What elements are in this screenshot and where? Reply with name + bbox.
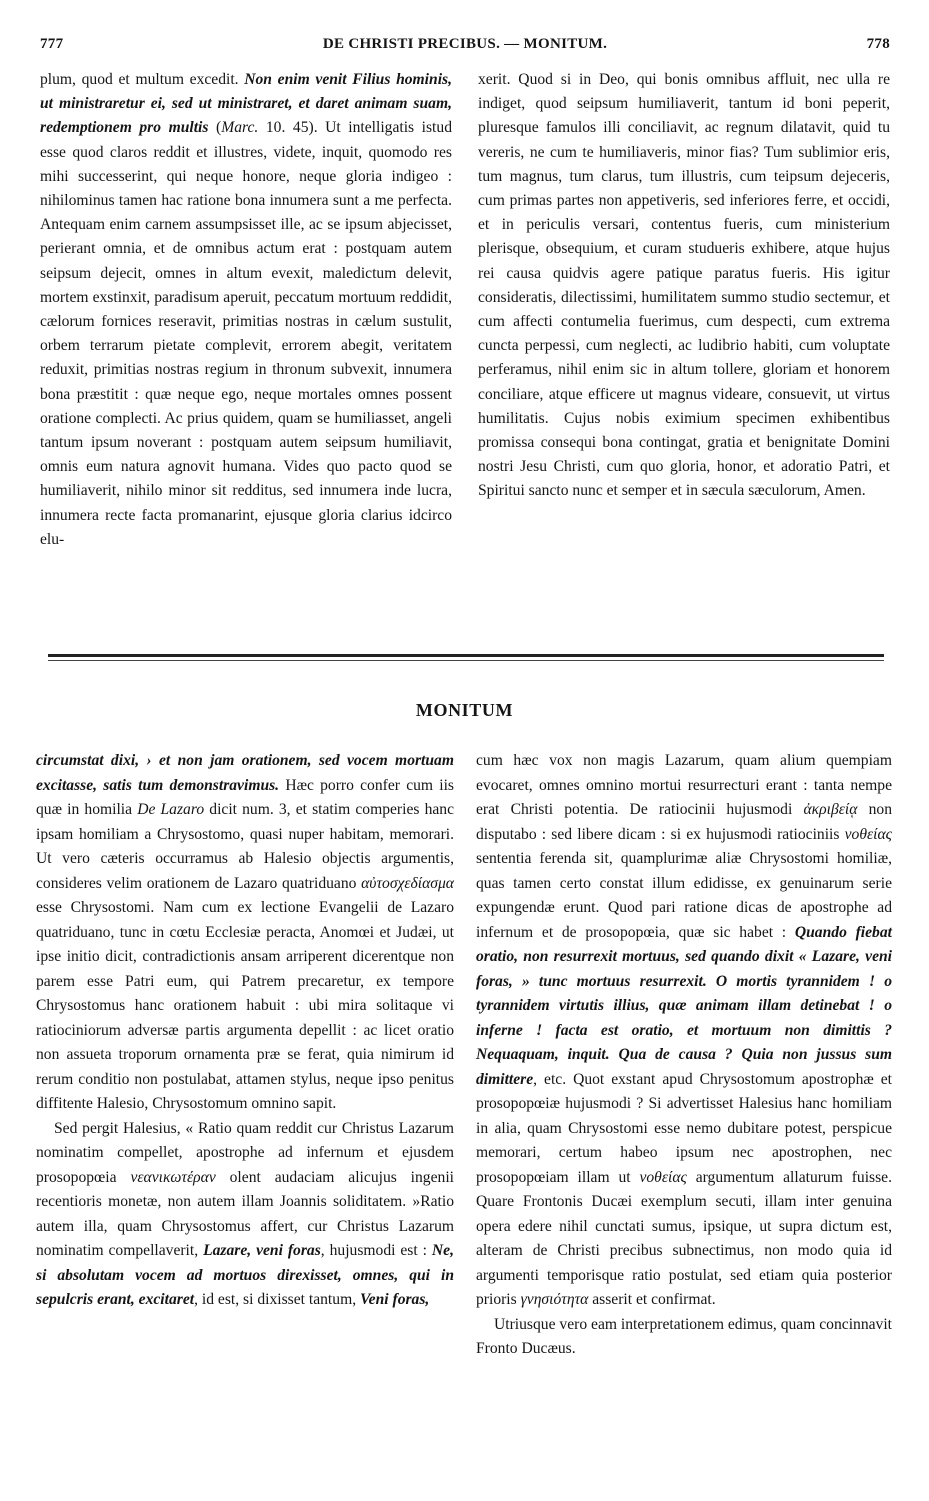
divider-thin-rule (48, 660, 884, 661)
top-right-column (478, 68, 890, 504)
scripture-quote: Non enim venit Filius hominis, ut ministraretur ei, sed ut ministraret, et daret animam suam, redemptionem pro multis (40, 71, 452, 137)
text-run: plum, quod et multum excedit. (40, 71, 245, 88)
quote: circumstat dixi, › et non jam orationem, sed vocem mortuam excitasse, satis tum demonstravimus. (36, 752, 454, 794)
paragraph: Utriusque vero eam interpretationem edimus, quam concinnavit Fronto Ducæus. (476, 1315, 892, 1357)
text-run: asserit et confirmat. (588, 1291, 716, 1308)
paragraph (36, 1117, 454, 1313)
text-run: sententia ferenda sit, quamplurimæ aliæ Chrysostomi homiliæ, quas tamen certo constat illum edidisse, ex genuinarum serie expungendæ erunt. Quod pari ratione dicas de apostrophe ad infernum et de prosopopœia, quæ sic habet : (476, 850, 892, 941)
text-run: Sed pergit Halesius, « Ratio quam reddit cur Christus Lazarum nominatim compellet, apostrophe ad infernum et ejusdem prosopopœia (36, 1119, 454, 1186)
citation: Marc. (221, 119, 259, 137)
text-run: , hujusmodi est : (320, 1242, 432, 1259)
text-run: argumentum allaturum fuisse. Quare Frontonis Ducæi exemplum secuti, illam inter genuina opera edere nihil cunctati sumus, ipsique, ut supra dictum est, alteram de Christi precibus subnectimus, non modo quia id argumenti temporisque ratio postulat, sed etiam quia posterior prioris (476, 1168, 893, 1308)
quote: Quando fiebat oratio, non resurrexit mortuus, sed quando dixit « Lazare, veni foras, » tunc mortuus resurrexit. O mortis tyrannidem ! o tyrannidem virtutis illius, quæ animam illam detinebat ! o inferne ! facta est oratio, et mortuum non dimittis ? Nequaquam, inquit. Qua de causa ? Quia non jussus sum dimittere (476, 923, 892, 1088)
bottom-left-column (36, 749, 454, 1313)
text-run: , etc. Quot exstant apud Chrysostomum apostrophæ et prosopopœiæ hujusmodi ? Si advertisset Halesius hanc homiliam in alia, quam Chrysostomi esse nemo dubitare potest, perspicue memorari, certum habeo ipsum nec apostrophen, nec prosopopœiam illam ut (476, 1070, 892, 1186)
text-run: ( (208, 119, 222, 137)
text-run: non disputabo : sed libere dicam : si ex hujusmodi ratiociniis (476, 801, 892, 843)
section-divider (48, 651, 884, 665)
bottom-right-column (476, 749, 892, 1362)
greek-term: νοθείας (844, 825, 892, 843)
greek-term: γνησιότητα (520, 1291, 589, 1308)
paragraph (36, 749, 454, 1117)
greek-term: νοθείας (639, 1168, 687, 1186)
greek-term: αὐτοσχεδίασμα (361, 874, 454, 892)
page-number-left: 777 (40, 36, 64, 52)
text-run: cum hæc vox non magis Lazarum, quam alium quempiam evocaret, omnes omnino mortui resurrecturi erant : tanta nempe erat Christi potentia. De ratiocinii hujusmodi (476, 752, 892, 818)
greek-term: ἀκριβείᾳ (803, 801, 858, 818)
text-run: dicit num. 3, et statim comperies hanc ipsam homiliam a Chrysostomo, quasi nuper habitam, memorari. Ut vero cæteris occurramus ab Halesio objectis argumentis, consideres velim orationem de Lazaro quatriduano (36, 801, 455, 892)
text-run: olent audaciam alicujus ingenii recentioris monetæ, non autem illam Joannis soliditatem. »Ratio autem illa, quam Chrysostomus affert, cur Christus Lazarum nominatim compellaverit, (36, 1168, 454, 1259)
quote: Ne, si absolutam vocem ad mortuos direxisset, omnes, qui in sepulcris erant, excitaret (36, 1242, 454, 1308)
paragraph (40, 68, 452, 552)
running-header (40, 36, 890, 58)
top-left-column (40, 68, 452, 552)
greek-term: νεανικωτέραν (130, 1168, 216, 1186)
work-title: De Lazaro (137, 801, 205, 818)
page-number-right: 778 (866, 36, 890, 52)
quote: Veni foras, (360, 1291, 430, 1308)
text-run: , id est, si dixisset tantum, (194, 1291, 360, 1308)
text-run: esse Chrysostomi. Nam cum ex lectione Evangelii de Lazaro quatriduano, tunc in cœtu Ecclesiæ peracta, Anomœi et Judæi, ut ipse initio dicit, contradictionis ansam arriperent dicerentque non parem esse Patri eum, qui Patrem precaretur, ex tempore Chrysostomus hanc orationem habuit : ubi mira solitaque vi ratiociniorum adversæ partis argumenta depellit : ac licet oratio non assueta troporum ornamenta præ se ferat, quia nimirum id rerum conditio non postulabat, attamen stylus, neque ipso penitus diffitente Halesio, Chrysostomum omnino sapit. (36, 899, 454, 1112)
divider-thick-rule (48, 654, 884, 657)
running-title: DE CHRISTI PRECIBUS. — MONITUM. (322, 36, 608, 52)
quote: Lazare, veni foras (203, 1242, 321, 1259)
section-title: MONITUM (415, 700, 514, 720)
paragraph: xerit. Quod si in Deo, qui bonis omnibus affluit, nec ulla re indiget, quod seipsum humiliaverit, tantum id boni peperit, pluresque famulos illi conciliavit, ac regnum dilatavit, quid tu vereris, ne cum te humiliaveris, minor fias? Tum sublimior eris, tum magnus, tum clarus, tum illustris, cum teipsum dejeceris, cum primas partes non appetiveris, sed inferiores ferre, et occidi, et in periculis versari, contentus fueris, cum ministerium plerisque, obsequium, et curam studueris exhibere, atque hujus rei causa quidvis agere patique paratus fueris. His igitur consideratis, dilectissimi, humilitatem summo studio sectemur, et cum affecti contumelia fuerimus, cum despecti, cum extrema cuncta perpessi, cum neglecti, ac ludibrio habiti, cum voluptate perferamus, nihil enim sic in altum tollere, gloriam et honorem conciliare, atque efficere ut magnus videare, consuevit, ut virtus humilitatis. Cujus nobis eximium specimen exhibentibus promissa consequi bona contingat, gratia et benignitate Domini nostri Jesu Christi, cum quo gloria, honor, et adoratio Patri, et Spiritui sancto nunc et semper et in sæcula sæculorum, Amen. (478, 71, 890, 500)
paragraph (476, 749, 892, 1313)
text-run: 10. 45). Ut intelligatis istud esse quod claros reddit et illustres, videte, inquit, quomodo res mihi successerint, qui neque honore, neque gloria indigeo : nihilominus tamen hac ratione bona innumera sunt a me perfecta. Antequam enim carnem assumpsisset ille, ac se ipsum abjecisset, perierant omnia, et de omnibus actum erat : postquam autem seipsum dejecit, omnes in altum evexit, maledictum delevit, mortem exstinxit, paradisum aperuit, peccatum mortuum reddidit, cælorum fornices reseravit, primitias nostras in cælum sustulit, orbem terrarum pietate complevit, errorem abegit, veritatem reduxit, primitias nostras regium in thronum subvexit, innumera bona præstitit : quæ neque ego, neque mortales omnes possent oratione complecti. Ac prius quidem, quam se humiliasset, angeli tantum ipsum noverant : postquam autem seipsum humiliavit, omnis eum natura agnovit humana. Vides quo pacto quod se humiliaverit, nihilo minor sit redditus, sed innumera inde lucra, innumera recte facta promanarint, ejusque gloria clarius idcirco elu- (40, 119, 452, 548)
text-run: Hæc porro confer cum iis quæ in homilia (36, 776, 454, 818)
